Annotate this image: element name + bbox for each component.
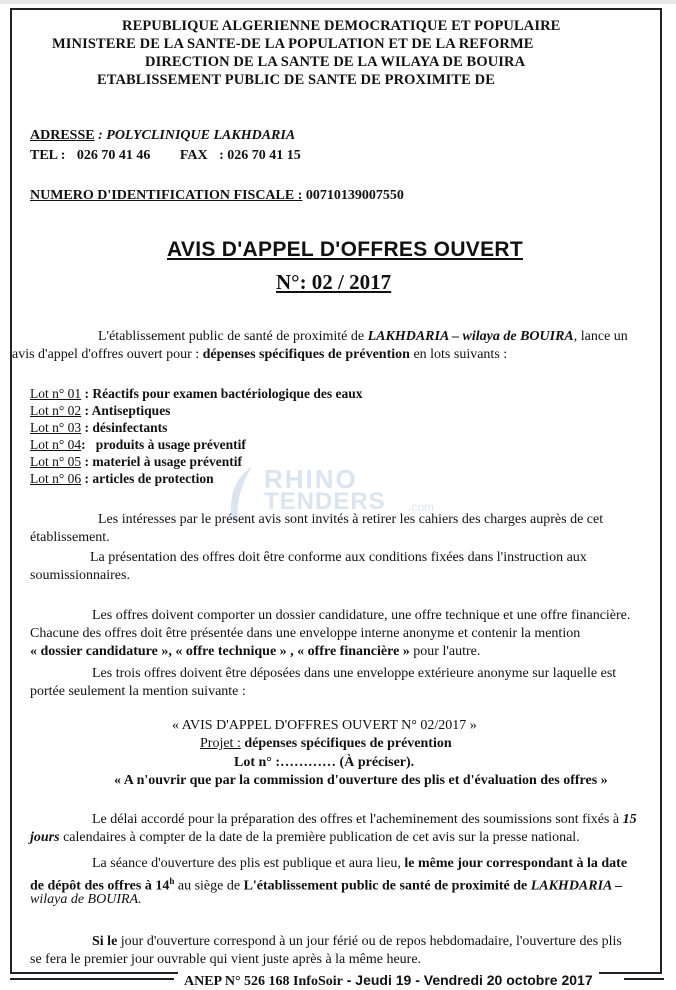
watermark-com: .com (408, 500, 435, 514)
para-presentation-line-2: soumissionnaires. (30, 568, 130, 583)
nif-line (30, 188, 404, 204)
footer-date: - Jeudi 19 - Vendredi 20 octobre 2017 (342, 972, 593, 988)
fax-value: : 026 70 41 15 (219, 148, 301, 163)
para-ferie-line-2: se fera le premier jour ouvrable qui vient juste après à la même heure. (30, 952, 422, 967)
intro-line-1: L'établissement public de santé de proximité de LAKHDARIA – wilaya de BOUIRA, lance un (98, 329, 628, 344)
para-seance-line-2: de dépôt des offres à 14$^h$ au siège de L'établissement public de santé de proximité de LAKHDARIA – (30, 876, 623, 894)
footer-rule-left (10, 978, 174, 980)
mention-warning: « A n'ouvrir que par la commission d'ouverture des plis et d'évaluation des offres » (114, 773, 608, 788)
para-seance-line-1: La séance d'ouverture des plis est publique et aura lieu, le même jour correspondant à la date (92, 856, 628, 871)
address-value: POLYCLINIQUE LAKHDARIA (102, 128, 296, 143)
watermark-rhino: RHINO (264, 464, 358, 494)
fax-label: FAX (179, 148, 208, 163)
lot-item: Lot n° 05 : materiel à usage préventif (30, 454, 242, 469)
lot-item: Lot n° 04: produits à usage préventif (30, 437, 246, 452)
header-ministry: MINISTERE DE LA SANTE-DE LA POPULATION ET DE LA REFORME (52, 36, 534, 52)
tel-label: TEL : (30, 148, 66, 163)
address-line: ADRESSE : POLYCLINIQUE LAKHDARIA (30, 128, 296, 143)
mention-projet: Projet : dépenses spécifiques de prévention (200, 736, 452, 751)
watermark-tenders: TENDERS (264, 488, 386, 515)
para-ferie-line-1: Si le jour d'ouverture correspond à un jour férié ou de repos hebdomadaire, l'ouverture des plis (92, 934, 622, 949)
para-delai-line-1: Le délai accordé pour la préparation des offres et l'acheminement des soumissions sont fixés à 15 (92, 812, 637, 827)
address-label: ADRESSE (30, 128, 95, 143)
notice-title: AVIS D'APPEL D'OFFRES OUVERT (167, 238, 523, 261)
intro-line-2: avis d'appel d'offres ouvert pour : dépenses spécifiques de prévention en lots suivants : (12, 347, 508, 362)
notice-number: N°: 02 / 2017 (276, 270, 392, 294)
lot-item: Lot n° 02 : Antiseptiques (30, 403, 171, 418)
para-seance-line-3: wilaya de BOUIRA. (30, 892, 142, 907)
nif-value: 00710139007550 (302, 188, 404, 203)
mention-lot: Lot n° :………… (À préciser). (234, 755, 415, 770)
para-offres-line-2: Chacune des offres doit être présentée dans une enveloppe interne anonyme et contenir la mention (30, 626, 581, 641)
para-offres-line-1: Les offres doivent comporter un dossier candidature, une offre technique et une offre financière. (92, 608, 631, 623)
header-republic: REPUBLIQUE ALGERIENNE DEMOCRATIQUE ET POPULAIRE (122, 18, 561, 34)
publication-footer (178, 972, 599, 990)
lot-item: Lot n° 06 : articles de protection (30, 471, 214, 486)
top-edge (0, 0, 676, 4)
lot-item: Lot n° 01 : Réactifs pour examen bactériologique des eaux (30, 386, 363, 401)
header-direction: DIRECTION DE LA SANTE DE LA WILAYA DE BOUIRA (145, 54, 526, 70)
para-retrait-line-2: établissement. (30, 530, 110, 545)
phone-line (30, 148, 301, 164)
para-depot-line-2: portée seulement la mention suivante : (30, 684, 246, 699)
para-presentation-line-1: La présentation des offres doit être conforme aux conditions fixées dans l'instruction aux (90, 550, 587, 565)
nif-label: NUMERO D'IDENTIFICATION FISCALE : (30, 188, 303, 203)
header-establishment: ETABLISSEMENT PUBLIC DE SANTE DE PROXIMITE DE (97, 72, 495, 88)
para-depot-line-1: Les trois offres doivent être déposées dans une enveloppe extérieure anonyme sur laquelle est (92, 666, 617, 681)
para-retrait-line-1: Les intéresses par le présent avis sont invités à retirer les cahiers des charges auprès de cet (98, 512, 604, 527)
tel-value: 026 70 41 46 (76, 148, 151, 163)
mention-title: « AVIS D'APPEL D'OFFRES OUVERT N° 02/2017 » (172, 718, 477, 733)
para-offres-line-3: « dossier candidature », « offre technique » , « offre financière » pour l'autre. (30, 644, 481, 659)
lot-item: Lot n° 03 : désinfectants (30, 420, 168, 435)
footer-reference: ANEP N° 526 168 InfoSoir (184, 974, 343, 989)
footer-rule-right (624, 978, 664, 980)
para-delai-line-2: jours calendaires à compter de la date de la première publication de cet avis sur la presse national. (30, 830, 580, 845)
